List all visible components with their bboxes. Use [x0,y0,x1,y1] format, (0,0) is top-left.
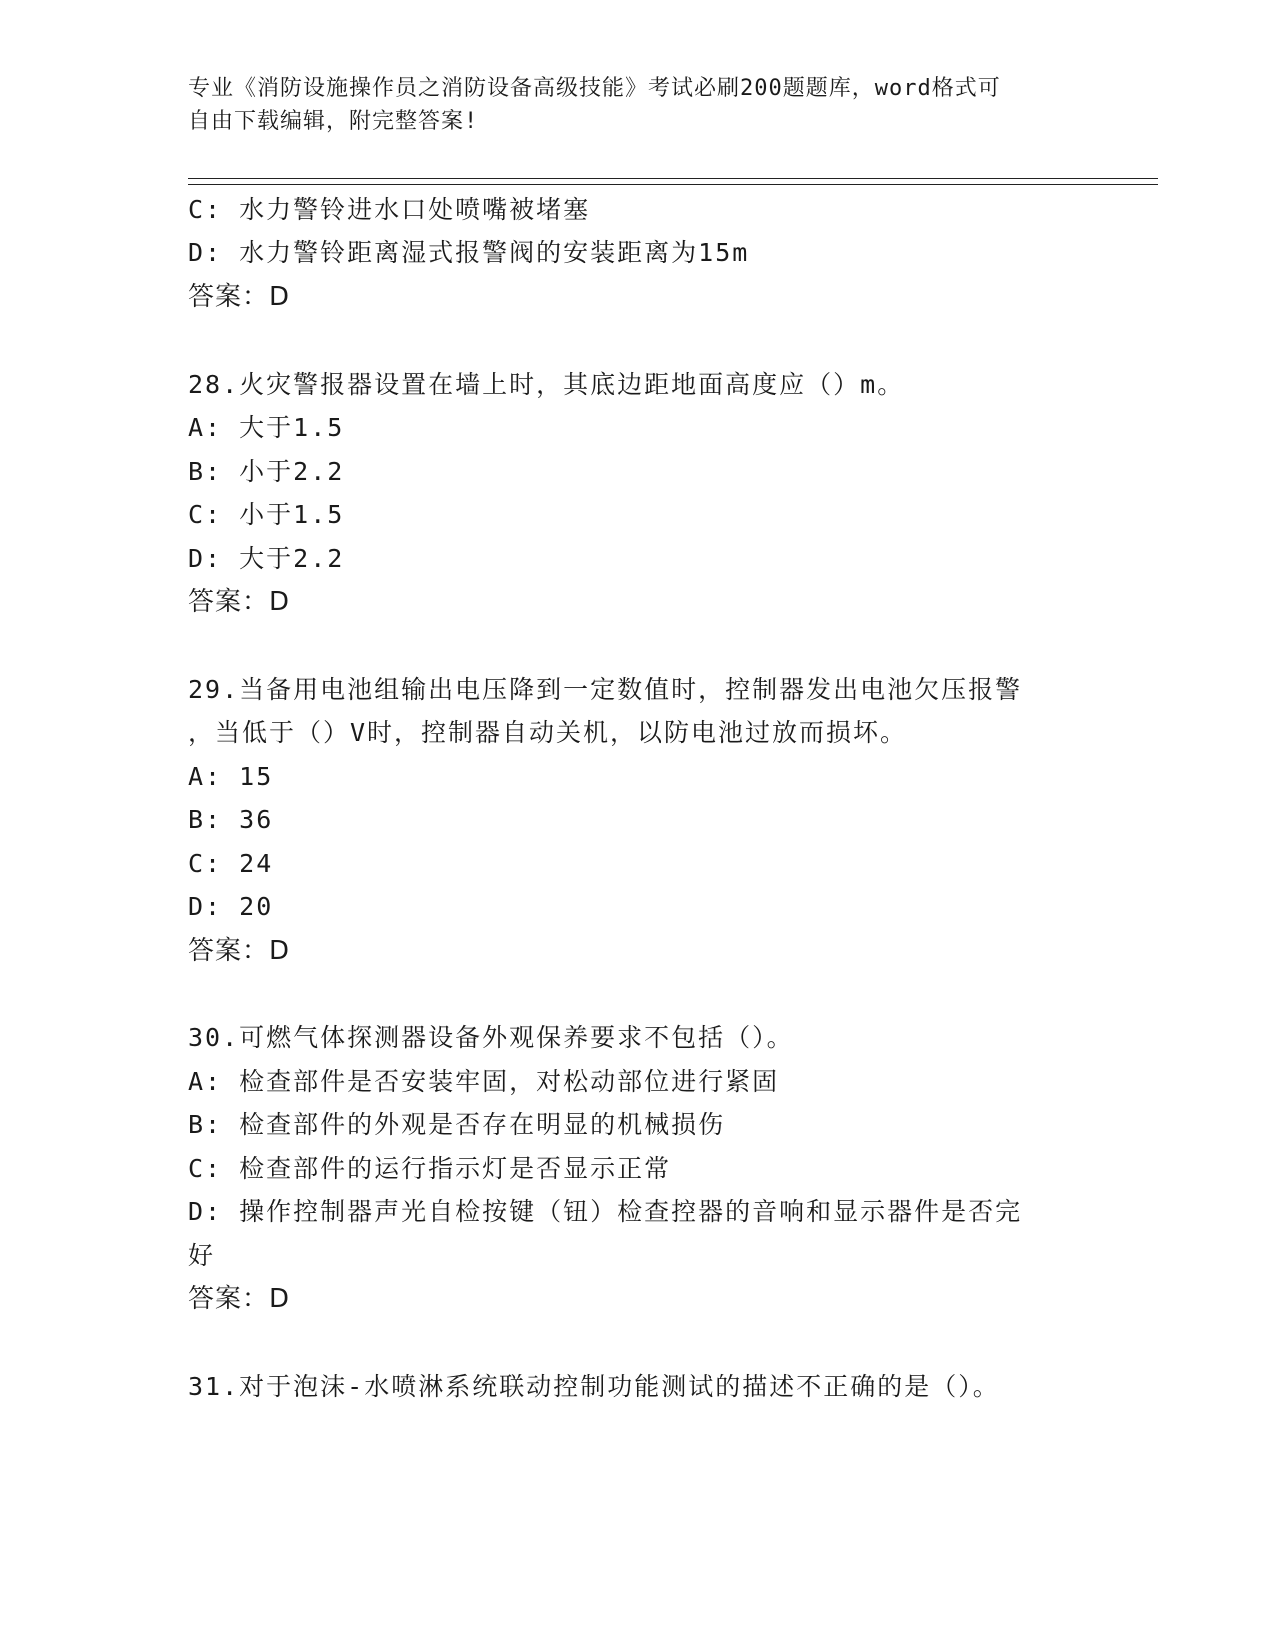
q30-option-c: C: 检查部件的运行指示灯是否显示正常 [188,1154,672,1183]
q28-option-b: B: 小于2.2 [188,457,345,486]
q28-option-d: D: 大于2.2 [188,544,345,573]
q29-option-d: D: 20 [188,892,274,921]
q30-stem: 30.可燃气体探测器设备外观保养要求不包括（）。 [188,1023,794,1052]
q31-stem: 31.对于泡沫-水喷淋系统联动控制功能测试的描述不正确的是（）。 [188,1372,1000,1401]
q29-option-b: B: 36 [188,805,274,834]
q29-option-a: A: 15 [188,762,274,791]
q28-option-c: C: 小于1.5 [188,500,345,529]
header-divider-top [188,178,1158,179]
header-line-2: 自由下载编辑，附完整答案! [188,109,479,134]
q30-option-b: B: 检查部件的外观是否存在明显的机械损伤 [188,1110,726,1139]
q29-answer: 答案：D [188,936,291,966]
q27-option-d: D: 水力警铃距离湿式报警阀的安装距离为15m [188,238,750,267]
q30-option-d-line-1: D: 操作控制器声光自检按键（钮）检查控器的音响和显示器件是否完 [188,1197,1023,1226]
q29-stem-line-1: 29.当备用电池组输出电压降到一定数值时，控制器发出电池欠压报警 [188,675,1023,704]
q28-stem: 28.火灾警报器设置在墙上时，其底边距地面高度应（）m。 [188,370,905,399]
q28-answer: 答案：D [188,587,291,617]
q27-option-c: C: 水力警铃进水口处喷嘴被堵塞 [188,195,591,224]
q27-answer: 答案：D [188,282,291,312]
header-divider-bottom [188,184,1158,185]
q30-answer: 答案：D [188,1284,291,1314]
q28-option-a: A: 大于1.5 [188,413,345,442]
q30-option-d-line-2: 好 [188,1241,216,1270]
q29-stem-line-2: ，当低于（）V时，控制器自动关机，以防电池过放而损坏。 [188,718,908,747]
q30-option-a: A: 检查部件是否安装牢固，对松动部位进行紧固 [188,1067,780,1096]
header-line-1: 专业《消防设施操作员之消防设备高级技能》考试必刷200题题库，word格式可 [188,76,1001,101]
q29-option-c: C: 24 [188,849,274,878]
document-header [188,72,1068,138]
